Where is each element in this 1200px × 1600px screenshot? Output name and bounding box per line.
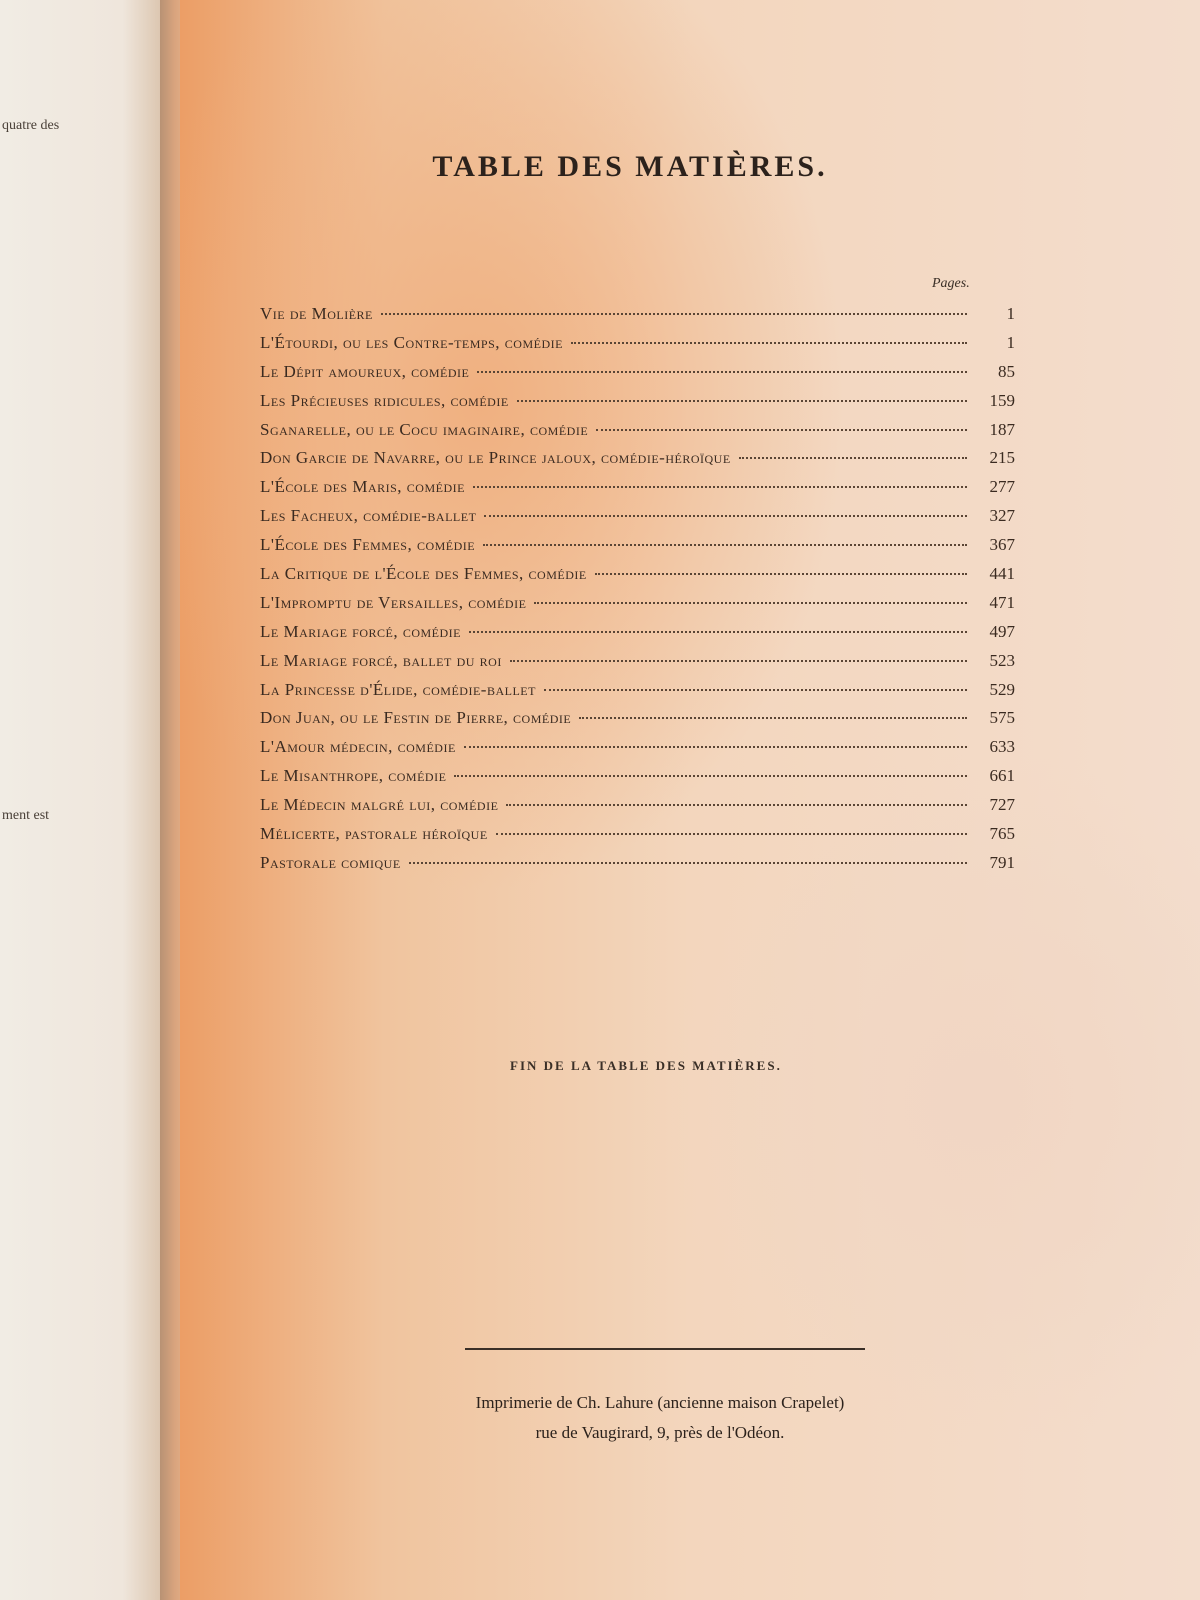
toc-entry-title: Le Dépit amoureux, comédie (260, 361, 470, 381)
dot-leader (596, 429, 967, 431)
toc-entry (260, 593, 1015, 622)
dot-leader (510, 660, 967, 662)
toc-entry-title: Don Garcie de Navarre, ou le Prince jaloux, comédie-héroïque (260, 448, 731, 468)
dot-leader (496, 833, 967, 835)
imprint-line: rue de Vaugirard, 9, près de l'Odéon. (535, 1423, 785, 1442)
table-of-contents (260, 304, 1015, 882)
toc-entry-page: 727 (989, 795, 1015, 815)
toc-entry (260, 535, 1015, 564)
pages-column-header: Pages. (932, 276, 970, 291)
toc-entry-title: Don Juan, ou le Festin de Pierre, comédie (260, 708, 572, 728)
page-title: TABLE DES MATIÈRES. (432, 150, 828, 183)
toc-entry-title: L'Amour médecin, comédie (260, 737, 456, 757)
toc-entry-page: 367 (989, 535, 1015, 555)
left-page-text: ment est (2, 808, 50, 823)
toc-entry-title: Les Précieuses ridicules, comédie (260, 390, 509, 410)
dot-leader (506, 804, 967, 806)
toc-entry (260, 853, 1015, 882)
toc-entry-page: 85 (998, 361, 1015, 381)
toc-entry-title: Les Facheux, comédie-ballet (260, 506, 477, 526)
dot-leader (544, 689, 967, 691)
toc-entry (260, 564, 1015, 593)
dot-leader (469, 631, 967, 633)
toc-entry-title: Le Médecin malgré lui, comédie (260, 795, 499, 815)
dot-leader (534, 602, 967, 604)
toc-entry-title: Le Misanthrope, comédie (260, 766, 447, 786)
toc-entry (260, 708, 1015, 737)
toc-entry (260, 766, 1015, 795)
toc-entry-page: 661 (989, 766, 1015, 786)
dot-leader (579, 717, 967, 719)
toc-entry (260, 506, 1015, 535)
toc-entry-title: Le Mariage forcé, ballet du roi (260, 650, 502, 670)
toc-entry (260, 304, 1015, 333)
toc-entry-page: 187 (989, 419, 1015, 439)
dot-leader (473, 486, 967, 488)
dot-leader (464, 746, 967, 748)
printer-imprint (380, 1388, 940, 1448)
dot-leader (483, 544, 967, 546)
dot-leader (409, 862, 967, 864)
left-page (0, 0, 175, 1600)
toc-entry (260, 680, 1015, 709)
toc-entry-page: 523 (989, 650, 1015, 670)
toc-entry (260, 795, 1015, 824)
toc-entry-page: 215 (989, 448, 1015, 468)
toc-entry (260, 651, 1015, 680)
toc-entry-page: 497 (989, 621, 1015, 641)
toc-entry-page: 327 (989, 506, 1015, 526)
toc-entry-title: Vie de Molière (260, 304, 373, 323)
left-page-text: quatre des (2, 118, 60, 133)
imprint-line: Imprimerie de Ch. Lahure (ancienne maison Crapelet) (475, 1393, 845, 1412)
toc-entry-page: 765 (989, 824, 1015, 844)
toc-entry (260, 391, 1015, 420)
dot-leader (381, 313, 967, 315)
toc-entry-title: Sganarelle, ou le Cocu imaginaire, comédie (260, 419, 589, 439)
toc-entry (260, 737, 1015, 766)
dot-leader (517, 400, 967, 402)
toc-entry-title: L'Étourdi, ou les Contre-temps, comédie (260, 332, 563, 352)
toc-entry-page: 575 (989, 708, 1015, 728)
toc-entry (260, 477, 1015, 506)
dot-leader (595, 573, 967, 575)
end-of-table-note: FIN DE LA TABLE DES MATIÈRES. (510, 1058, 782, 1073)
toc-entry-page: 1 (1006, 304, 1015, 323)
dot-leader (454, 775, 967, 777)
toc-entry-page: 277 (989, 477, 1015, 497)
toc-entry-page: 441 (989, 564, 1015, 584)
toc-entry-page: 633 (989, 737, 1015, 757)
toc-entry (260, 420, 1015, 449)
toc-entry-title: La Princesse d'Élide, comédie-ballet (260, 679, 536, 699)
toc-entry-title: L'Impromptu de Versailles, comédie (260, 592, 527, 612)
toc-entry (260, 333, 1015, 362)
toc-entry-title: Le Mariage forcé, comédie (260, 621, 461, 641)
toc-entry-page: 791 (989, 852, 1015, 872)
toc-entry-title: Mélicerte, pastorale héroïque (260, 824, 488, 844)
dot-leader (739, 457, 967, 459)
toc-entry (260, 362, 1015, 391)
toc-entry-title: L'École des Maris, comédie (260, 477, 465, 497)
dot-leader (484, 515, 967, 517)
toc-entry-page: 1 (1006, 332, 1015, 352)
toc-entry (260, 824, 1015, 853)
toc-entry-title: L'École des Femmes, comédie (260, 535, 476, 555)
divider-rule (465, 1348, 865, 1350)
toc-entry (260, 622, 1015, 651)
right-page (180, 0, 1200, 1600)
dot-leader (571, 342, 967, 344)
toc-entry-page: 471 (989, 592, 1015, 612)
toc-entry (260, 448, 1015, 477)
toc-entry-page: 159 (989, 390, 1015, 410)
toc-entry-title: Pastorale comique (260, 852, 401, 872)
toc-entry-page: 529 (989, 679, 1015, 699)
dot-leader (477, 371, 967, 373)
toc-entry-title: La Critique de l'École des Femmes, comédie (260, 564, 587, 584)
